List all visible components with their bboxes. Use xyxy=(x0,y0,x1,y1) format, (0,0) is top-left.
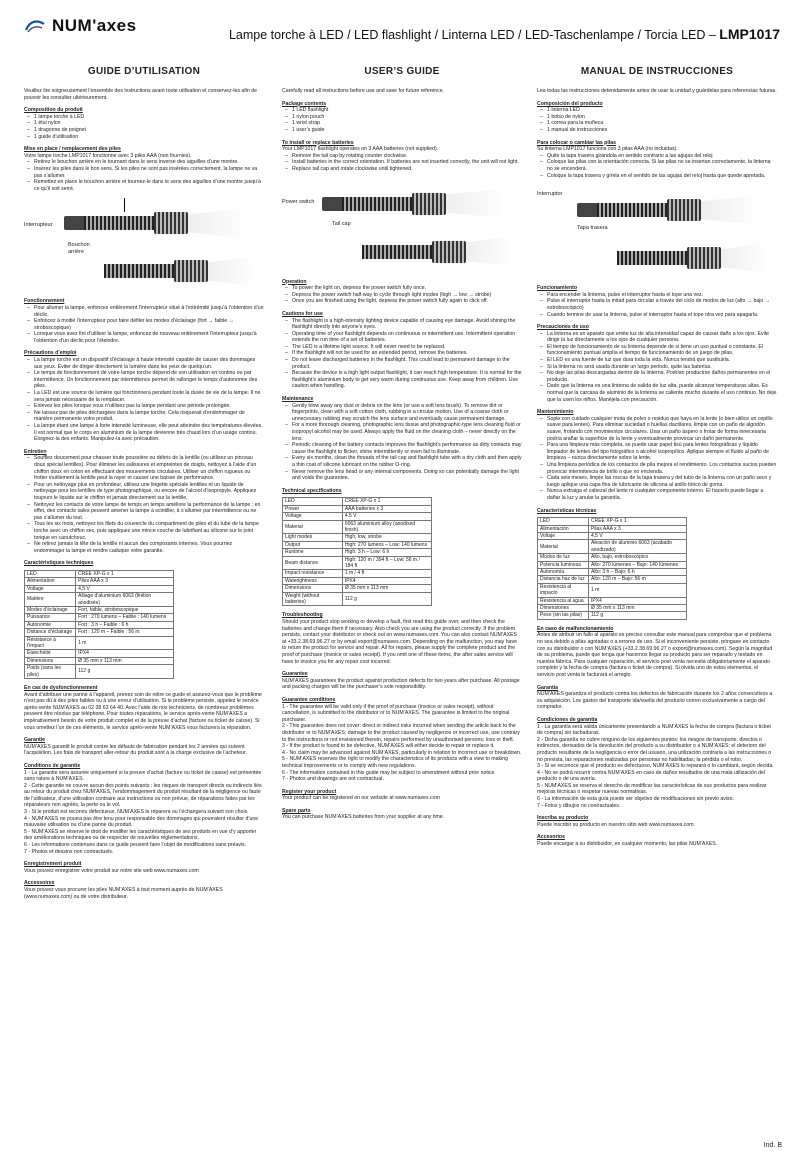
list-item: – Quite la tapa trasera girándola en sentido contrario a las agujas del reloj xyxy=(547,153,777,160)
spec-value: Ø 35 mm x 113 mm xyxy=(76,657,174,664)
list-item: – 1 bolso de nylon xyxy=(547,114,777,121)
section-heading: Composition du produit xyxy=(24,107,83,114)
list-item: – If the flashlight will not be used for an extended period, remove the batteries. xyxy=(292,350,522,357)
paragraph: NUM’AXES garantit le produit contre les défauts de fabrication pendant les 2 années qui suivent l’acquisition. Les frais de transport aller-retour du produit sont à la charge exclusive de l’acheteur. xyxy=(24,743,247,757)
spec-value: Alliage d’aluminium 6063 (finition anodisée) xyxy=(76,593,174,607)
list-item: – Coloque las pilas con la orientación correcta. Si las pilas no se insertan correctamente, la linterna no se encenderá. xyxy=(547,159,777,172)
maintenance-list xyxy=(282,403,522,482)
list-item: – The LED is a lifetime light source. It will never need to be replaced. xyxy=(292,344,522,351)
spec-label: Alimentación xyxy=(538,525,589,532)
list-item: – Soufflez doucement pour chasser toute poussière ou débris de la lentille (ou utilisez un pinceau doux spécial lentilles). Pour éliminer les salissures et empreintes de doigts, nettoyez à l’aide d’un chiffon doux en coton en effectuant des mouvements circulaires. Utiliser un chiffon rugueux ou frotter inutilement la lentille peut la rayer et causer une baisse de performance. xyxy=(34,455,264,481)
list-item: – 1 manual de instrucciones xyxy=(547,127,777,134)
spec-label: Resistencia al agua xyxy=(538,597,589,604)
table-row xyxy=(538,612,687,619)
intro-text: Carefully read all instructions before use and save for future reference. xyxy=(282,88,445,94)
table-row xyxy=(538,605,687,612)
spec-value: CREE XP-G x 1 xyxy=(76,570,174,577)
paragraph: Puede inscribir su producto en nuestro sitio web www.numaxes.com. xyxy=(537,821,696,828)
condition-item: 6 - The information contained in this guide may be subject to amendment without prior notice xyxy=(282,769,495,776)
list-item: – La lampe étant une lampe à forte intensité lumineuse, elle peut atteindre des températures élevées. Il est normal que le corps en aluminium de la lampe devienne très chaud lors d’un usage continu. Éloignez-la des enfants. Manipulez-la avec précaution. xyxy=(34,423,264,443)
list-item: – Do not leave discharged batteries in the flashlight. This could lead to permanent damage to the product. xyxy=(292,357,522,370)
table-row xyxy=(538,525,687,532)
flashlight-drawing xyxy=(537,199,767,221)
section-heading: Operation xyxy=(282,278,307,285)
table-row xyxy=(283,505,432,512)
spec-value: 112 g xyxy=(588,612,686,619)
section-heading: Inscriba su producto xyxy=(537,815,589,822)
spec-value: Alto: 270 lúmenes – Bajo: 140 lúmenes xyxy=(588,561,686,568)
list-item: – Insérez les piles dans le bon sens. Si les piles ne sont pas insérées correctement, la lampe ne va pas s’allumer. xyxy=(34,166,264,179)
spec-label: LED xyxy=(538,518,589,525)
battery-steps xyxy=(24,159,264,192)
flashlight-drawing-open xyxy=(282,241,512,263)
spec-value: High: 3 h – Low: 6 h xyxy=(342,549,431,556)
spec-label: Light modes xyxy=(283,534,343,541)
spec-label: Waterightness xyxy=(283,577,343,584)
spec-value: 6063 aluminium alloy (anodised finish) xyxy=(342,520,431,534)
paragraph: Antes de atribuir un fallo al aparato es preciso consultar este manual para comprobar que el problema no sea debido a pilas agotadas o a errores de uso. Si el inconveniente persiste, póngase en contacto con su distribuidor o con NUM’AXES (+33.2.38.69.96.27 o export@numaxes.com). Según la magnitud de su problema, puede que tenga que hacernos llegar su producto para ser reparado y testado en nuestra fábrica. Para cualquier reparación, el servicio post venta necesita obligatoriamente el aparato completo y la fecha de compra (factura o ticket de compra). Si olvida uno de estos elementos, el servicio post venta le facturará el arreglo. xyxy=(537,632,773,678)
section-heading: Garantie xyxy=(24,737,46,744)
table-row xyxy=(283,520,432,534)
column-title: USER’S GUIDE xyxy=(364,66,440,77)
list-item: – Le temps de fonctionnement de votre lampe torche dépend de son utilisation en continu ou par intermittence. Un fonctionnement par intermittence permet de rallonger le temps d’autonomie des piles. xyxy=(34,370,264,390)
list-item: – Pulse el interruptor hasta la mitad para circular a través del ciclo de modos de luz (alto → bajo → estroboscópico) xyxy=(547,298,777,311)
document-title xyxy=(229,26,780,42)
figure-label: Tapa trasera xyxy=(577,225,608,232)
list-item: – Dado que la linterna es una linterna de salida de luz alta, puede alcanzar temperaturas altas. Es normal que la carcasa de aluminio de la linterna se caliente mucho durante el uso continuo. No deje que la usen los niños. Manéjela con precaución. xyxy=(547,383,777,403)
spec-label: LED xyxy=(25,570,76,577)
spec-label: Distance d’éclairage xyxy=(25,629,76,636)
table-row xyxy=(538,561,687,568)
section-heading: Technical specifications xyxy=(282,487,342,494)
condition-item: 5 - NUM’AXES se reserva el derecho de modificar las características de sus productos para realizar mejoras técnicas o respetar nuevas normativas. xyxy=(537,782,767,796)
spec-label: Voltage xyxy=(25,585,76,592)
list-item: – Retirez le bouchon arrière en le tournant dans le sens inverse des aiguilles d’une montre. xyxy=(34,159,264,166)
spec-value: IPX4 xyxy=(342,577,431,584)
condition-item: 7 - Photos and drawings are not contractual. xyxy=(282,776,384,783)
operation-list xyxy=(537,292,777,318)
paragraph: NUM’AXES guarantees the product against production defects for two years after purchase. All postage and packing charges will be the purchaser’s sole responsibility. xyxy=(282,677,520,691)
list-item: – Para encender la linterna, pulse el interruptor hasta el tope una vez. xyxy=(547,292,777,299)
list-item: – 1 correa para la muñeca xyxy=(547,120,777,127)
condition-item: 7 - Photos et dessins non contractuels. xyxy=(24,848,114,855)
paragraph: Puede encargar a su distribuidor, en cualquier momento, las pilas NUM’AXES. xyxy=(537,841,718,848)
precautions-list xyxy=(537,331,777,404)
page-index: Ind. B xyxy=(763,1142,782,1149)
maintenance-list xyxy=(537,416,777,502)
spec-value: IPX4 xyxy=(76,650,174,657)
table-row xyxy=(25,578,174,585)
figure-label: Tail cap xyxy=(332,220,351,227)
list-item: – Para una limpieza más completa, se puede usar papel tisú para lentes fotográficas y líquido limpiador de lentes del tipo fotográfico o alcohol isopropílico. Aplique siempre el fluido al paño de limpieza – nunca directamente sobre la lente. xyxy=(547,442,777,462)
spec-label: Autonomía xyxy=(538,568,589,575)
condition-item: 3 - Si se reconoce que el producto es defectuoso, NUM’AXES lo reparará o lo cambiará, según decida. xyxy=(537,763,774,770)
table-row xyxy=(538,568,687,575)
section-heading: Accesorios xyxy=(537,834,565,841)
list-item: – Periodic cleaning of the battery contacts improves the flashlight’s performance as dirty contacts may cause the flashlight to flicker, shine intermittently or even fail to illuminate. xyxy=(292,442,522,455)
section-heading: Enregistrement produit xyxy=(24,861,82,868)
contents-list xyxy=(537,107,777,133)
condition-item: 6 - La información de esta guía puede ser objetivo de modificaciones sin previo aviso. xyxy=(537,796,734,803)
contents-list xyxy=(282,107,522,133)
spec-value: CREE XP-G x 1 xyxy=(342,498,431,505)
spec-label: Potencia luminosa xyxy=(538,561,589,568)
section-heading: Fonctionnement xyxy=(24,298,65,305)
spec-label: Power xyxy=(283,505,343,512)
list-item: – Gently blow away any dust or debris on the lens (or use a soft lens brush). To remove dirt or fingerprints, clean with a soft cotton cloth, rubbing in a circular motion. Use of a coarse cloth or unnecessary rubbing may scratch the lens surface and eventually cause permanent damage. xyxy=(292,403,522,423)
spec-value: 4.5 V xyxy=(342,513,431,520)
flashlight-figure xyxy=(537,185,777,279)
brand-logo xyxy=(24,16,137,36)
spec-value: IPX4 xyxy=(588,597,686,604)
operation-list xyxy=(282,285,522,305)
list-item: – The flashlight is a high-intensity lighting device capable of causing eye damage. Avoid shining the flashlight directly into anyone’s eyes. xyxy=(292,318,522,331)
spec-label: Runtime xyxy=(283,549,343,556)
spec-value: 4,5 V xyxy=(588,532,686,539)
list-item: – El tiempo de funcionamiento de su linterna depende de si tiene un uso puntual o constante. El funcionamiento puntual amplía el tiempo de funcionamiento de un juego de pilas. xyxy=(547,344,777,357)
list-item: – Because the device is a high light output flashlight, it can reach high temperature. It is normal for the flashlight’s aluminium body to get very warm during continuous use. Keep away from children. Use caution when handling. xyxy=(292,370,522,390)
spec-value: Alto: 3 h – Bajo: 6 h xyxy=(588,568,686,575)
table-row xyxy=(538,518,687,525)
spec-value: High, low, strobe xyxy=(342,534,431,541)
column-title: GUIDE D’UTILISATION xyxy=(87,66,201,77)
list-item: – 1 lampe torche à LED xyxy=(34,114,264,121)
spec-value: Fort : 3 h – Faible : 6 h xyxy=(76,621,174,628)
spec-value: Fort : 120 m – Faible : 56 m xyxy=(76,629,174,636)
table-row xyxy=(283,592,432,606)
section-heading: Guarantee conditions xyxy=(282,696,336,703)
spec-label: Étanchéité xyxy=(25,650,76,657)
condition-item: 3 - If the product is found to be defective, NUM’AXES will either decide to repair or replace it. xyxy=(282,743,495,750)
figure-label: Power switch xyxy=(282,198,315,205)
spec-label: Dimensions xyxy=(25,657,76,664)
column-spanish xyxy=(537,66,777,848)
condition-item: 2 - This guarantee does not cover: direct or indirect risks incurred when sending the article back to the distributor or to NUM’AXES; damage to the product caused by negligence or incorrect use, use contrary to the instructions or not envisioned therein, repairs performed by unauthorised persons; loss or theft. xyxy=(282,723,520,743)
condition-item: 1 - La garantía será válida únicamente presentando a NUM’AXES la fecha de compra (factura o ticket de compra) sin tachaduras. xyxy=(537,723,771,737)
table-row xyxy=(283,498,432,505)
table-row xyxy=(538,554,687,561)
table-row xyxy=(25,621,174,628)
spec-label: Puissance xyxy=(25,614,76,621)
column-title: MANUAL DE INSTRUCCIONES xyxy=(580,66,734,77)
condition-item: 4 - No se podrá recurrir contra NUM’AXES en caso de daños resultados de una mala utilización del producto o de una avería. xyxy=(537,769,766,783)
maintenance-list xyxy=(24,455,264,554)
paragraph: Your product can be registered on our website at www.numaxes.com xyxy=(282,795,440,802)
table-row xyxy=(283,549,432,556)
list-item: – Operating time of your flashlight depends on continuous or intermittent use. Intermittent operation extends the run time of a set of batteries. xyxy=(292,331,522,344)
table-row xyxy=(25,657,174,664)
list-item: – Remettez en place le bouchon arrière et tournez-le dans le sens des aiguilles d’une montre jusqu’à ce qu’il soit serré. xyxy=(34,179,264,192)
spec-value: High: 120 m / 394 ft – Low: 56 m / 184 ft xyxy=(342,556,431,570)
paragraph: Votre lampe torche LMP1017 fonctionne avec 3 piles AAA (non fournies). xyxy=(24,152,192,159)
spec-label: Dimensions xyxy=(283,585,343,592)
condition-item: 6 - Les informations contenues dans ce guide peuvent faire l’objet de modifications sans préavis. xyxy=(24,842,247,849)
table-row xyxy=(538,597,687,604)
spec-label: Alimentation xyxy=(25,578,76,585)
spec-value: 112 g xyxy=(76,665,174,679)
spec-table xyxy=(24,570,174,679)
spec-label: Resistencia al impacto xyxy=(538,583,589,597)
table-row xyxy=(25,606,174,613)
spec-value: 112 g xyxy=(342,592,431,606)
column-english xyxy=(282,66,522,821)
list-item: – Remove the tail cap by rotating counter clockwise. xyxy=(292,153,522,160)
list-item: – Depress the power switch half-way to cycle through light modes (high → low → strobe) xyxy=(292,292,522,299)
condition-item: 5 - NUM’AXES reserves the right to modify the characteristics of its products with a view to making technical improvements or to comply with new regulations. xyxy=(282,756,509,769)
spec-label: Beam distance xyxy=(283,556,343,570)
table-row xyxy=(538,540,687,554)
section-heading: Package contents xyxy=(282,100,327,107)
spec-label: Material xyxy=(538,540,589,554)
table-row xyxy=(283,534,432,541)
table-row xyxy=(25,629,174,636)
table-row xyxy=(25,665,174,679)
condition-item: 4 - NUM’AXES ne pourra pas être tenu pour responsable des dommages qui pourraient résulter d’une mauvaise utilisation ou d’une panne du produit. xyxy=(24,815,259,829)
brand-name: NUM'axes xyxy=(52,16,137,35)
spec-value: 1 m / 4 ft xyxy=(342,570,431,577)
spec-label: Dimensiones xyxy=(538,605,589,612)
section-heading: Accessoires xyxy=(24,880,55,887)
table-row xyxy=(538,583,687,597)
list-item: – Nunca extraiga el cabezal del lente ni cualquier componente interno. El hacerlo puede llegar a dañar la luz y anular la garantía. xyxy=(547,488,777,501)
table-row xyxy=(283,541,432,548)
list-item: – To power the light on, depress the power switch fully once. xyxy=(292,285,522,292)
section-heading: Register your product xyxy=(282,788,337,795)
list-item: – Ne retirez jamais la tête de la lentille ni aucun des composants internes. Vous pourriez endommager la lampe et rendre caduque votre garantie. xyxy=(34,541,264,554)
precautions-list xyxy=(24,357,264,443)
battery-steps xyxy=(282,153,522,173)
operation-list xyxy=(24,305,264,345)
spec-value: Fort, faible, stroboscopique xyxy=(76,606,174,613)
paragraph: NUM’AXES garantiza el producto contra los defectos de fabricación durante los 2 años consecutivos a su adquisición. Los gastos del transporte ida/vuelta del producto corren exclusivamente a cargo del comprador. xyxy=(537,691,773,711)
paragraph: Su linterna LMP1017 funciona con 3 pilas AAA (no incluidas). xyxy=(537,146,678,153)
spec-label: Résistance à l’impact xyxy=(25,636,76,650)
intro-text: Lea todas las instrucciones detenidamente antes de usar la unidad y guárdelas para referencias futuras. xyxy=(537,88,777,94)
spec-label: Modos de luz xyxy=(538,554,589,561)
spec-value: Piles AAA x 3 xyxy=(76,578,174,585)
list-item: – For a more thorough cleaning, photographic lens tissue and photographic-type lens cleaning fluid or isopropyl alcohol may be used. Always apply the fluid on the cleaning cloth – never directly on the lens. xyxy=(292,422,522,442)
spec-value: Ø 35 mm x 113 mm xyxy=(588,605,686,612)
section-heading: En cas de dysfonctionnement xyxy=(24,684,98,691)
list-item: – 1 étui nylon xyxy=(34,120,264,127)
list-item: – El LED es una fuente de luz que dura toda la vida. Nunca tendrá que sustituirla. xyxy=(547,357,777,364)
section-heading: Composición del producto xyxy=(537,100,603,107)
spec-value: 1 m xyxy=(588,583,686,597)
column-french xyxy=(24,66,264,900)
condition-item: 1 - La garantie sera assurée uniquement si la preuve d’achat (facture ou ticket de caisse) est présentée sans rature à NUM’AXES. xyxy=(24,769,262,783)
condition-item: 5 - NUM’AXES se réserve le droit de modifier les caractéristiques de ses produits en vue d’y apporter des améliorations techniques ou de respecter de nouvelles réglementations. xyxy=(24,828,257,842)
spec-value: 4,5 V xyxy=(76,585,174,592)
section-heading: Spare parts xyxy=(282,807,311,814)
list-item: – Tous les six mois, nettoyez les filets du couvercle du compartiment de piles et du tube de la lampe torche avec un chiffon sec, puis appliquez une mince couche de lubrifiant au silicone sur le joint torique en caoutchouc. xyxy=(34,521,264,541)
figure-label: Interruptor xyxy=(537,191,563,198)
section-heading: Mise en place / remplacement des piles xyxy=(24,146,121,153)
table-row xyxy=(283,577,432,584)
list-item: – Cuando termine de usar la linterna, pulse el interruptor hasta el tope otra vez para apagarla. xyxy=(547,312,777,319)
list-item: – Install batteries in the correct orientation. If batteries are not inserted correctly, the unit will not light. xyxy=(292,159,522,166)
flashlight-drawing-open xyxy=(537,247,767,269)
list-item: – Nettoyez les contacts de votre lampe de temps en temps améliore la performance de la lampe ; en effet, des contacts sales peuvent amener la lampe à scintiller, à s’allumer par intermittence ou ne pas s’allumer du tout. xyxy=(34,502,264,522)
spec-label: Poids (sans les piles) xyxy=(25,665,76,679)
section-heading: Para colocar o cambiar las pilas xyxy=(537,139,617,146)
list-item: – No deje las pilas descargadas dentro de la linterna. Podrían producirse daños permanentes en el producto. xyxy=(547,370,777,383)
spec-label: Voltage xyxy=(283,513,343,520)
paragraph: Your LMP1017 flashlight operates on 3 AAA batteries (not supplied). xyxy=(282,146,439,153)
logo-swoosh-icon xyxy=(24,18,46,34)
table-row xyxy=(25,636,174,650)
table-row xyxy=(538,576,687,583)
section-heading: Funcionamiento xyxy=(537,285,578,292)
table-row xyxy=(283,513,432,520)
list-item: – La LED est une source de lumière qui fonctionnera pendant toute la durée de vie de la lampe. Il ne sera jamais nécessaire de la remplacer. xyxy=(34,390,264,403)
intro-text: Veuillez lire soigneusement l’ensemble des instructions avant toute utilisation et conservez-les afin de pouvoir les consulter ultérieurement. xyxy=(24,88,257,101)
spec-value: Fort : 270 lumens – Faible : 140 lumens xyxy=(76,614,174,621)
list-item: – Coloque la tapa trasera y gírela en el sentido de las agujas del reloj hasta que quede apretada. xyxy=(547,173,777,180)
spec-value: 1 m xyxy=(76,636,174,650)
section-heading: Precauciones de uso xyxy=(537,324,589,331)
list-item: – 1 guide d’utilisation xyxy=(34,134,264,141)
condition-item: 1 - The guarantee will be valid only if the proof of purchase (invoice or sales receipt), without cancellation, is submitted to the distributor or to NUM’AXES. The guarantee is limited to the original purchaser. xyxy=(282,703,510,723)
section-heading: To install or replace batteries xyxy=(282,139,354,146)
list-item: – Si la linterna no será usada durante un largo periodo, quite las baterías. xyxy=(547,364,777,371)
spec-label: Voltaje xyxy=(538,532,589,539)
section-heading: Troubleshooting xyxy=(282,612,323,619)
list-item: – Pour un nettoyage plus en profondeur, utilisez une lingette spéciale lentilles et un liquide de nettoyage pour les lentilles de type photographique, ou encore de l’alcool d’isopropyle. Appliquez toujours le liquide sur le chiffon et jamais directement sur la lentille. xyxy=(34,482,264,502)
table-row xyxy=(25,614,174,621)
model-number: LMP1017 xyxy=(719,26,780,42)
flashlight-drawing xyxy=(24,212,254,234)
list-item: – La linterna es un aparato que emite luz de alta intensidad capaz de causar daño a los ojos. Evite dirigir la luz directamente a los ojos de cualquier persona. xyxy=(547,331,777,344)
spec-value: AAA batteries x 3 xyxy=(342,505,431,512)
list-item: – 1 LED flashlight xyxy=(292,107,522,114)
list-item: – 1 user’s guide xyxy=(292,127,522,134)
list-item: – Enlevez les piles lorsque vous n’utilisez pas la lampe pendant une période prolongée. xyxy=(34,403,264,410)
table-row xyxy=(25,593,174,607)
list-item: – Enfoncez à moitié l’interrupteur pour faire défiler les modes d’éclairage (fort → faible → stroboscopique) xyxy=(34,318,264,331)
list-item: – Never remove the lens head or any internal components. Doing so can potentially damage the light and voids the guarantee. xyxy=(292,469,522,482)
spec-label: Modes d’éclairage xyxy=(25,606,76,613)
table-row xyxy=(538,532,687,539)
list-item: – 1 nylon pouch xyxy=(292,114,522,121)
spec-label: Autonomie xyxy=(25,621,76,628)
list-item: – Every six months, clean the threads of the tail cap and flashlight tube with a dry cloth and then apply a thin coat of silicone lubricant on the rubber O-ring. xyxy=(292,455,522,468)
section-heading: Cautions for use xyxy=(282,310,323,317)
spec-label: Output xyxy=(283,541,343,548)
contents-list xyxy=(24,114,264,140)
flashlight-drawing xyxy=(282,193,512,215)
list-item: – 1 wrist strap xyxy=(292,120,522,127)
paragraph: You can purchase NUM’AXES batteries from your supplier at any time. xyxy=(282,814,445,821)
precautions-list xyxy=(282,318,522,391)
list-item: – Pour allumer la lampe, enfoncez entièrement l’interrupteur situé à l’extrémité jusqu’à l’obtention d’un déclic. xyxy=(34,305,264,318)
paragraph: Vous pouvez vous procurer les piles NUM’AXES à tout moment auprès de NUM’AXES (www.numaxes.com) ou de votre distributeur. xyxy=(24,887,223,900)
list-item: – Sople con cuidado cualquier mota de polvo o residuo que haya en la lente (o bien utilice un cepillo suave para lentes). Para eliminar suciedad o huellas dactilares, limpie con un paño de algodón suave, frotando con movimientos circulares. Usar un paño áspero o frotar de forma innecesaria podría arañar la superficie de la lente y eventualmente provocar un daño permanente. xyxy=(547,416,777,442)
table-row xyxy=(25,650,174,657)
section-heading: Caractéristiques techniques xyxy=(24,560,94,567)
figure-label: Bouchon arrière xyxy=(68,242,90,255)
section-heading: Précautions d’emploi xyxy=(24,350,77,357)
section-heading: Características técnicas xyxy=(537,507,597,514)
list-item: – Cada seis meses, limpie las roscas de la tapa trasera y del tubo de la linterna con un paño seco y luego aplique una capa fina de lubricante de silicona al anillo tórico de goma. xyxy=(547,475,777,488)
condition-item: 7 - Fotos y dibujos no contractuales. xyxy=(537,802,621,809)
list-item: – Ne laissez pas de piles déchargées dans la lampe torche. Cela risquerait d’endommager de manière permanente votre produit. xyxy=(34,410,264,423)
list-item: – Una limpieza periódica de los contactos de pila mejora el rendimiento. Los contactos sucios pueden provocar intermitencia de brillo o que no encienda. xyxy=(547,462,777,475)
spec-value: High: 270 lumens – Low: 140 lumens xyxy=(342,541,431,548)
paragraph: Should your product stop working or develop a fault, first read this guide over, and then check the batteries and change them if necessary. Also check you are using the product correctly. If the problem persists, contact your distributor or check out on www.numaxes.com. You can also contact NUM’AXES at +33.2.38.69.96.27 or by email export@numaxes.com. Depending on the malfunction, you may have to return the product for service and repair. All for repairs, please supply the complete product and the proof of purchase (invoice or sales receipt). If you omit one of these items, the after sales service will have to invoice you for any repair cost incurred. xyxy=(282,619,517,665)
section-heading: Condiciones de garantía xyxy=(537,716,598,723)
list-item: – Once you are finished using the light, depress the power switch fully again to click off. xyxy=(292,298,522,305)
section-heading: Mantenimiento xyxy=(537,409,574,416)
spec-label: Impact resistance xyxy=(283,570,343,577)
condition-item: 2 - Cette garantie ne couvre aucun des points suivants : les risques de transport directs ou indirects liés au retour du produit chez NUM’AXES, l’endommagement du produit résultant de la négligence ou faute de l’utilisateur, d’une utilisation contraire aux instructions ou non prévue, de réparations faites par les réparateurs non agréés, la perte ou le vol. xyxy=(24,782,262,809)
table-row xyxy=(283,570,432,577)
spec-table xyxy=(537,517,687,620)
section-heading: Maintenance xyxy=(282,396,314,403)
section-heading: Entretien xyxy=(24,448,47,455)
flashlight-figure xyxy=(282,179,522,273)
spec-value: Alto, bajo, estroboscópico xyxy=(588,554,686,561)
list-item: – La lampe torche est un dispositif d’éclairage à haute intensité capable de causer des dommages aux yeux. Éviter de diriger directement la lumière dans les yeux de quelqu’un. xyxy=(34,357,264,370)
condition-item: 2 - Dicha garantía no cubre ninguno de los siguientes puntos: los riesgos de transporte, directos o indirectos, derivados de la devolución del producto a su distribuidor o a NUM’AXES; el deterioro del producto resultante de la negligencia o error del usuario, una utilización contraria a las instrucciones o no prevista, las reparaciones realizadas por personas no habilitadas; la pérdida o el robo. xyxy=(537,736,772,763)
list-item: – Replace tail cap and rotate clockwise until tightened. xyxy=(292,166,522,173)
flashlight-figure xyxy=(24,198,264,292)
section-heading: Garantía xyxy=(537,684,559,691)
table-row xyxy=(25,585,174,592)
spec-label: Weight (without batteries) xyxy=(283,592,343,606)
figure-label: Interrupteur xyxy=(24,222,53,229)
table-row xyxy=(283,585,432,592)
spec-label: Matière xyxy=(25,593,76,607)
section-heading: Guarantee xyxy=(282,671,308,678)
table-row xyxy=(25,570,174,577)
spec-label: LED xyxy=(283,498,343,505)
condition-item: 3 - Si le produit est reconnu défectueux, NUM’AXES le réparera ou l’échangera suivant son choix. xyxy=(24,809,249,816)
spec-value: Alto: 120 m – Bajo: 56 m xyxy=(588,576,686,583)
spec-label: Material xyxy=(283,520,343,534)
spec-value: Pilas AAA x 3 xyxy=(588,525,686,532)
condition-item: 4 - No claim may be advanced against NUM’AXES, particularly in relation to incorrect use or breakdown. xyxy=(282,749,522,756)
battery-steps xyxy=(537,153,777,179)
table-row xyxy=(283,556,432,570)
spec-label: Peso (sin las pilas) xyxy=(538,612,589,619)
spec-table xyxy=(282,497,432,606)
title-prefix: Lampe torche à LED / LED flashlight / Linterna LED / LED-Taschenlampe / Torcia LED – xyxy=(228,28,716,42)
paragraph: Avant d’attribuer une panne à l’appareil, prenez soin de relire ce guide et assurez-vous que le problème n’est pas dû à des piles faibles ou à une erreur d’utilisation. Si le problème persiste, appelez le service après-vente NUM’AXES au 02 38 63 64 40. Avec l’aide de nos techniciens, de nombreux problèmes peuvent être résolus par téléphone. Pour toutes réparations, le service après-vente NUM’AXES a impérativement besoin de votre produit complet et de la preuve d’achat (facture ou ticket de caisse). Si vous omettez l’un de ces éléments, le service après-vente NUM’AXES vous facturera la réparation. xyxy=(24,691,262,731)
paragraph: Vous pouvez enregistrer votre produit sur notre site web www.numaxes.com xyxy=(24,867,199,874)
spec-value: Aleación de aluminio 6063 (acabado anodizado) xyxy=(588,540,686,554)
section-heading: En caso de malfuncionamiento xyxy=(537,625,614,632)
spec-value: CREE XP-G x 1 xyxy=(588,518,686,525)
flashlight-drawing-open xyxy=(24,260,254,282)
spec-label: Distancia haz de luz xyxy=(538,576,589,583)
list-item: – 1 dragonne de poignet xyxy=(34,127,264,134)
section-heading: Conditions de garantie xyxy=(24,762,81,769)
list-item: – 1 linterna LED xyxy=(547,107,777,114)
spec-value: Ø 35 mm x 113 mm xyxy=(342,585,431,592)
list-item: – Lorsque vous avez fini d’utiliser la lampe, enfoncez de nouveau entièrement l’interrupteur jusqu’à l’obtention d’un déclic pour l’éteindre. xyxy=(34,331,264,344)
